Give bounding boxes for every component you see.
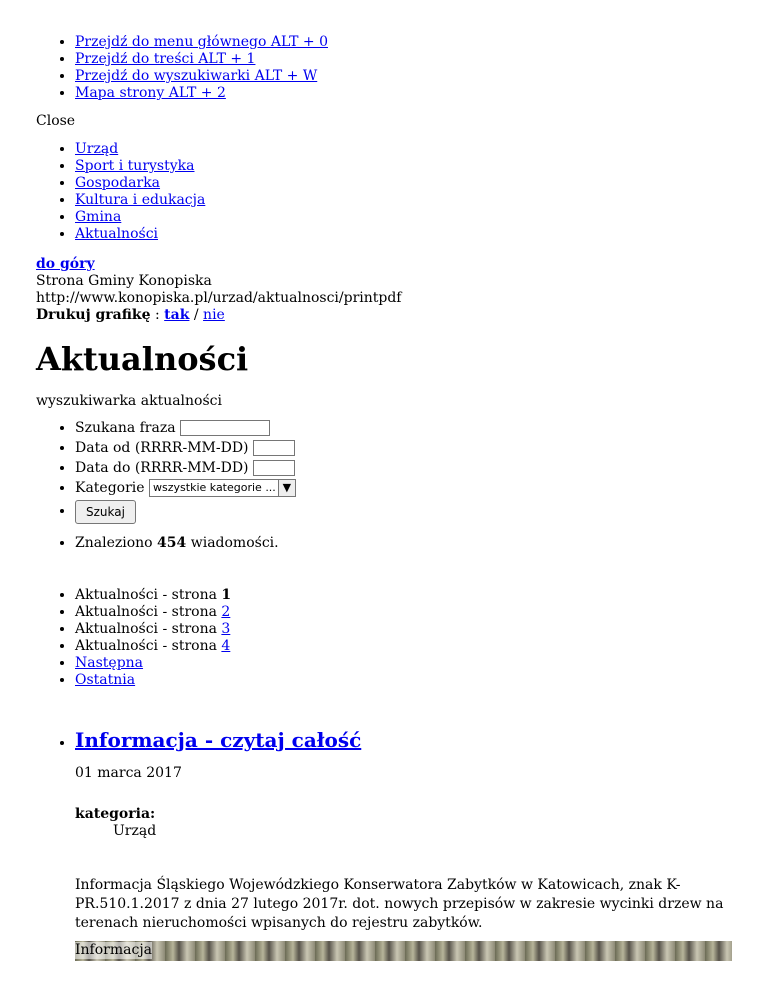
news-date: 01 marca 2017: [75, 765, 182, 781]
date-to-input[interactable]: [253, 460, 295, 476]
results-suffix: wiadomości.: [190, 535, 279, 551]
submit-row: [75, 498, 768, 524]
pager-next-link[interactable]: Następna: [75, 655, 144, 671]
print-header: [36, 256, 402, 324]
menu-item: [75, 141, 768, 158]
pager-item: [75, 621, 768, 638]
main-menu: [0, 141, 768, 243]
news-image-alt: Informacja: [75, 942, 152, 958]
pager-item: [75, 638, 768, 655]
search-phrase-input[interactable]: [180, 420, 270, 436]
pager-item: [75, 587, 768, 604]
date-from-row: [75, 438, 768, 458]
skip-to-content-link[interactable]: Przejdź do treści ALT + 1: [75, 51, 256, 67]
menu-link-gmina[interactable]: Gmina: [75, 209, 122, 225]
pager-prefix: Aktualności - strona: [75, 604, 217, 620]
slash-separator: /: [193, 307, 199, 323]
print-graphics-row: [36, 307, 402, 324]
close-button[interactable]: Close: [36, 113, 76, 129]
print-graphics-no-link[interactable]: nie: [203, 307, 225, 323]
pager-page-link[interactable]: 2: [221, 604, 231, 620]
pager-prefix: Aktualności - strona: [75, 638, 217, 654]
site-name: Strona Gminy Konopiska: [36, 273, 212, 289]
date-from-label: Data od (RRRR-MM-DD): [75, 440, 249, 456]
page-url: http://www.konopiska.pl/urzad/aktualnosci/printpdf: [36, 290, 402, 306]
skip-to-search-link[interactable]: Przejdź do wyszukiwarki ALT + W: [75, 68, 318, 84]
pager-last-link[interactable]: Ostatnia: [75, 672, 136, 688]
news-category-value: Urząd: [113, 823, 157, 839]
skip-links: [0, 0, 768, 102]
search-caption: wyszukiwarka aktualności: [36, 393, 222, 409]
category-label: Kategorie: [75, 480, 145, 496]
dropdown-arrow-icon: ▼: [278, 480, 295, 496]
search-submit-button[interactable]: Szukaj: [75, 500, 136, 524]
menu-item: [75, 209, 768, 226]
results-count: 454: [157, 535, 187, 551]
skip-link-item: [75, 68, 768, 85]
search-form: [0, 418, 768, 524]
category-row: [75, 478, 768, 498]
pager-prefix: Aktualności - strona: [75, 621, 217, 637]
pager-item: [75, 604, 768, 621]
news-category-label: kategoria:: [75, 806, 156, 822]
menu-link-sport[interactable]: Sport i turystyka: [75, 158, 195, 174]
menu-link-kultura[interactable]: Kultura i edukacja: [75, 192, 206, 208]
print-graphics-yes-link[interactable]: tak: [164, 307, 190, 323]
pager-item: [75, 655, 768, 672]
category-select[interactable]: [149, 479, 296, 497]
pager-item: [75, 672, 768, 689]
pager-page-link[interactable]: 3: [221, 621, 231, 637]
menu-link-aktualnosci[interactable]: Aktualności: [75, 226, 159, 242]
results-summary: [0, 535, 768, 552]
menu-item: [75, 192, 768, 209]
pager-prefix: Aktualności - strona: [75, 587, 217, 603]
sitemap-link[interactable]: Mapa strony ALT + 2: [75, 85, 226, 101]
skip-link-item: [75, 34, 768, 51]
page-title: Aktualności: [36, 340, 249, 378]
menu-item: [75, 158, 768, 175]
skip-link-item: [75, 85, 768, 102]
pager-current-page: 1: [221, 587, 232, 603]
pagination: [0, 587, 768, 689]
date-from-input[interactable]: [253, 440, 295, 456]
menu-link-urzad[interactable]: Urząd: [75, 141, 119, 157]
date-to-row: [75, 458, 768, 478]
menu-link-gospodarka[interactable]: Gospodarka: [75, 175, 161, 191]
skip-to-menu-link[interactable]: Przejdź do menu głównego ALT + 0: [75, 34, 328, 50]
news-title: [75, 727, 768, 753]
news-item: [75, 727, 768, 961]
news-title-link[interactable]: Informacja - czytaj całość: [75, 728, 362, 752]
category-selected-value: wszystkie kategorie ...: [153, 481, 276, 494]
back-to-top-link[interactable]: do góry: [36, 256, 95, 272]
results-count-item: [75, 535, 768, 552]
menu-item: [75, 226, 768, 243]
news-lead: Informacja Śląskiego Wojewódzkiego Konserwatora Zabytków w Katowicach, znak K-PR.510.1.2017 z dnia 27 lutego 2017r. dot. nowych przepisów w zakresie wycinki drzew na terenach nieruchomości wpisanych do rejestru zabytków.: [75, 877, 724, 931]
search-phrase-row: [75, 418, 768, 438]
pager-page-link[interactable]: 4: [221, 638, 231, 654]
search-phrase-label: Szukana fraza: [75, 420, 176, 436]
news-image: [75, 941, 732, 961]
menu-item: [75, 175, 768, 192]
news-list: [0, 727, 768, 961]
skip-link-item: [75, 51, 768, 68]
results-prefix: Znaleziono: [75, 535, 153, 551]
print-graphics-label: Drukuj grafikę: [36, 307, 151, 323]
date-to-label: Data do (RRRR-MM-DD): [75, 460, 249, 476]
colon-separator: :: [155, 307, 160, 323]
